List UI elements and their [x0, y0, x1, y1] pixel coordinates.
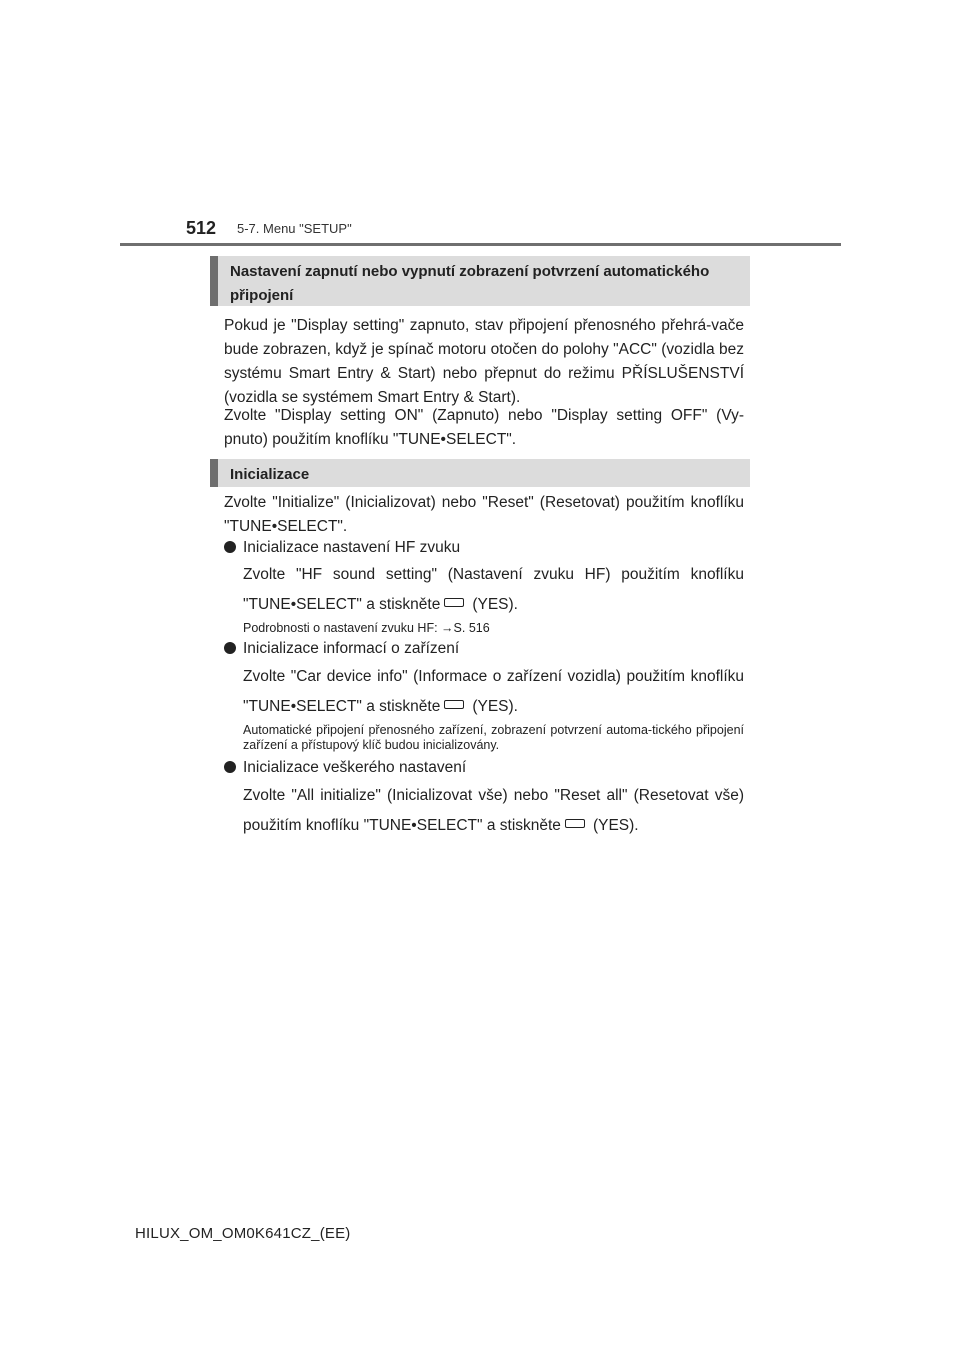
subheading-initialize: Inicializace	[210, 459, 750, 487]
instruction-suffix: (YES).	[472, 698, 518, 715]
bullet-heading: Inicializace veškerého nastavení	[243, 759, 467, 776]
note-hf-sound	[243, 621, 744, 636]
bullet-icon	[224, 761, 236, 773]
paragraph-device-info	[243, 662, 744, 722]
instruction-text: Zvolte "HF sound setting" (Nastavení zvuku HF) použitím knoflíku "TUNE•SELECT" a stiskněte	[243, 566, 744, 613]
page-reference-link[interactable]: S. 516	[453, 621, 490, 635]
paragraph-hf-sound	[243, 560, 744, 620]
instruction-text: Zvolte "Car device info" (Informace o zařízení vozidla) použitím knoflíku "TUNE•SELECT" a stiskněte	[243, 668, 744, 715]
instruction-text: Zvolte "All initialize" (Inicializovat vše) nebo "Reset all" (Resetovat vše) použitím knoflíku "TUNE•SELECT" a stiskněte	[243, 787, 744, 834]
document-code: HILUX_OM_OM0K641CZ_(EE)	[135, 1225, 351, 1242]
instruction-suffix: (YES).	[592, 817, 639, 834]
paragraph-initialize-intro: Zvolte "Initialize" (Inicializovat) nebo "Reset" (Resetovat) použitím knoflíku "TUNE•SELECT".	[224, 494, 744, 535]
bullet-icon	[224, 541, 236, 553]
bullet-icon	[224, 642, 236, 654]
yes-button-icon	[444, 598, 464, 607]
bullet-item-hf-sound	[224, 537, 744, 559]
yes-button-icon	[444, 700, 464, 709]
paragraph-select-display: Zvolte "Display setting ON" (Zapnuto) nebo "Display setting OFF" (Vy-pnuto) použitím knoflíku "TUNE•SELECT".	[224, 407, 744, 448]
section-title: 5-7. Menu "SETUP"	[237, 221, 352, 236]
note-text: Podrobnosti o nastavení zvuku HF:	[243, 621, 442, 635]
bullet-item-all-settings	[224, 757, 744, 779]
bullet-heading: Inicializace informací o zařízení	[243, 640, 460, 657]
paragraph-display-setting: Pokud je "Display setting" zapnuto, stav připojení přenosného přehrá-vače bude zobrazen, když je spínač motoru otočen do polohy "ACC" (vozidla bez systému Smart Entry & Start) nebo přepnut do režimu PŘÍSLUŠENSTVÍ (vozidla se systémem Smart Entry & Start).	[224, 317, 744, 406]
note-device-info: Automatické připojení přenosného zařízení, zobrazení potvrzení automa-tického připojení zařízení a přístupový klíč budou inicializovány.	[243, 723, 744, 752]
paragraph-all-settings	[243, 781, 744, 841]
arrow-right-icon: →	[441, 621, 454, 635]
page-number: 512	[186, 218, 217, 238]
subheading-auto-connect: Nastavení zapnutí nebo vypnutí zobrazení potvrzení automatického připojení	[210, 256, 750, 306]
bullet-item-device-info	[224, 638, 744, 660]
header-divider	[120, 243, 841, 246]
bullet-heading: Inicializace nastavení HF zvuku	[243, 539, 461, 556]
instruction-suffix: (YES).	[472, 596, 518, 613]
yes-button-icon	[565, 819, 585, 828]
